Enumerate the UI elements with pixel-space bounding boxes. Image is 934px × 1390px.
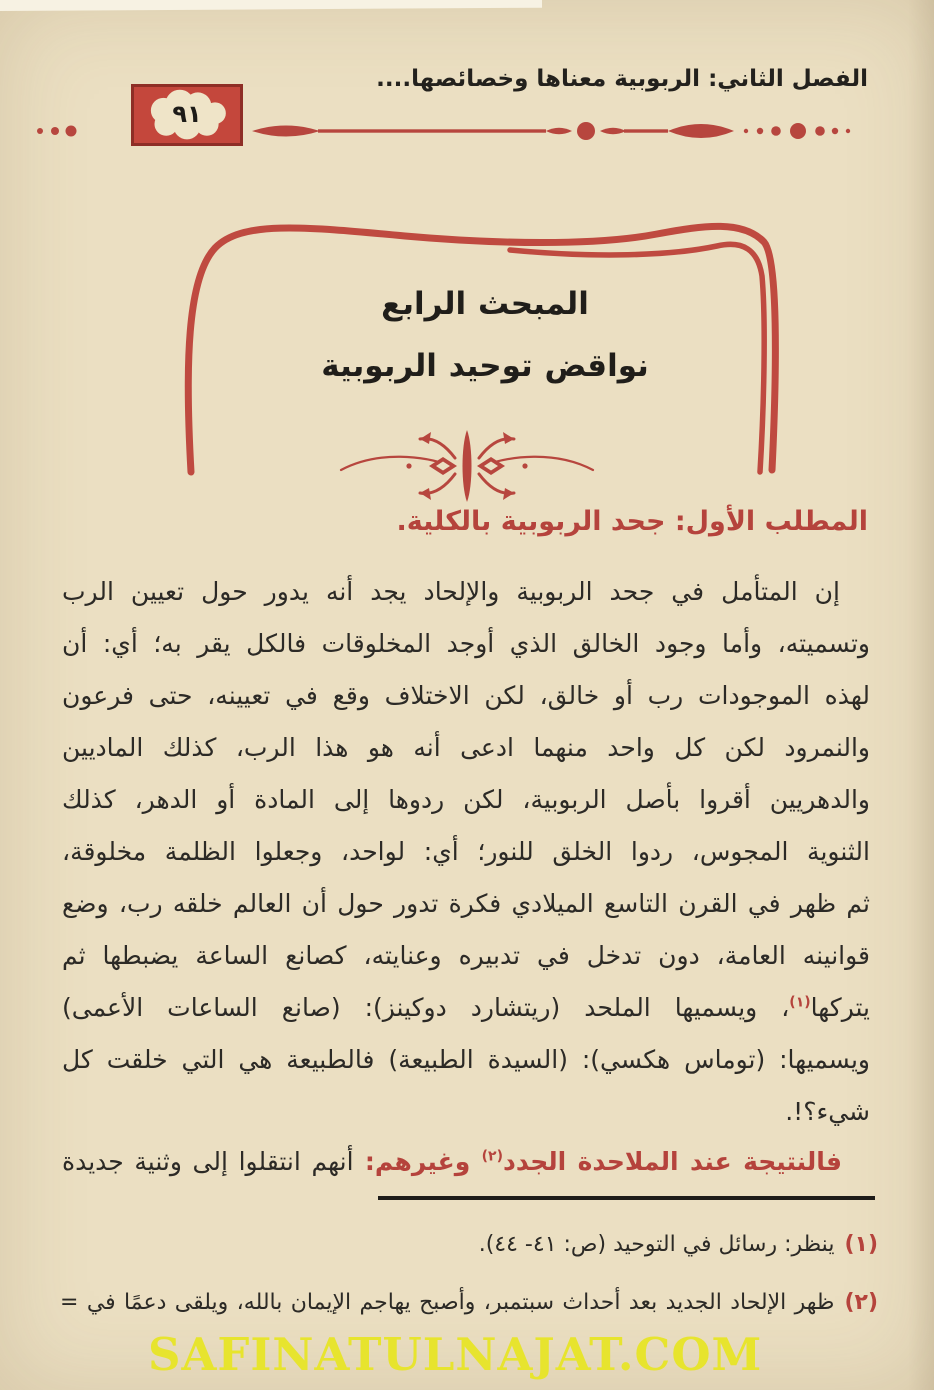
page-number-badge [131, 84, 243, 146]
result-red-tail: وغيرهم: [353, 1147, 482, 1176]
page-number: ٩١ [172, 100, 202, 128]
footnote-item [60, 1216, 878, 1274]
section-title: نواقض توحيد الربوبية [321, 348, 649, 384]
footnote-text: ظهر الإلحاد الجديد بعد أحداث سبتمبر، وأصبح يهاجم الإيمان بالله، ويلقى دعمًا في = [60, 1290, 835, 1315]
result-black-text: أنهم انتقلوا إلى وثنية جديدة [62, 1147, 354, 1176]
result-red-text: فالنتيجة عند الملاحدة الجدد [503, 1147, 843, 1176]
body-line: الثنوية المجوس، ردوا الخلق للنور؛ أي: لواحد، وجعلوا الظلمة مخلوقة، [62, 837, 870, 866]
body-line: وتسميته، وأما وجود الخالق الذي أوجد المخلوقات فالكل يقر به؛ أي: أن [62, 629, 870, 658]
footnote-item [60, 1274, 878, 1332]
footnote-separator [378, 1196, 875, 1200]
running-header-chapter-title: الفصل الثاني: الربوبية معناها وخصائصها.... [376, 66, 868, 92]
body-paragraph [62, 566, 870, 1138]
body-line: قوانينه العامة، دون تدخل في تدبيره وعنايته، كصانع الساعة يضبطها ثم [62, 941, 870, 970]
body-line: شيء؟!. [785, 1097, 870, 1126]
body-line: يتركها$^{(١)}$، ويسميها الملحد (ريتشارد دوكينز): (صانع الساعات الأعمى) [62, 993, 870, 1022]
body-line: ويسميها: (توماس هكسي): (السيدة الطبيعة) فالطبيعة هي التي خلقت كل [62, 1045, 870, 1074]
subheading-matlab-one: المطلب الأول: جحد الربوبية بالكلية. [396, 506, 868, 537]
body-line: والنمرود لكن كل واحد منهما ادعى أنه هو هذا الرب، كذلك الماديين [62, 733, 870, 762]
floral-ornament-divider-icon [337, 424, 597, 508]
footnote-ref-2: (٢) [481, 1148, 503, 1165]
watermark: SAFINATULNAJAT.COM [148, 1328, 763, 1381]
footnote-ref-1: (١) [789, 994, 811, 1011]
body-line: إن المتأمل في جحد الربوبية والإلحاد يجد أنه يدور حول تعيين الرب [62, 577, 840, 606]
body-line: لهذه الموجودات رب أو خالق، لكن الاختلاف وقع في تعيينه، حتى فرعون [62, 681, 870, 710]
body-line: والدهريين أقروا بأصل الربوبية، لكن ردوها إلى المادة أو الدهر، كذلك [62, 785, 870, 814]
body-line: ثم ظهر في القرن التاسع الميلادي فكرة تدور حول أن العالم خلقه رب، وضع [62, 889, 870, 918]
footnote-text: ينظر: رسائل في التوحيد (ص: ٤١- ٤٤). [478, 1232, 835, 1257]
scan-edge [0, 0, 542, 11]
footnote-marker: (٢) [844, 1290, 878, 1315]
page-gutter-shadow [908, 0, 934, 1390]
section-label: المبحث الرابع [381, 286, 589, 322]
footnote-marker: (١) [844, 1232, 878, 1257]
footnotes [60, 1216, 878, 1332]
result-line [62, 1136, 870, 1188]
